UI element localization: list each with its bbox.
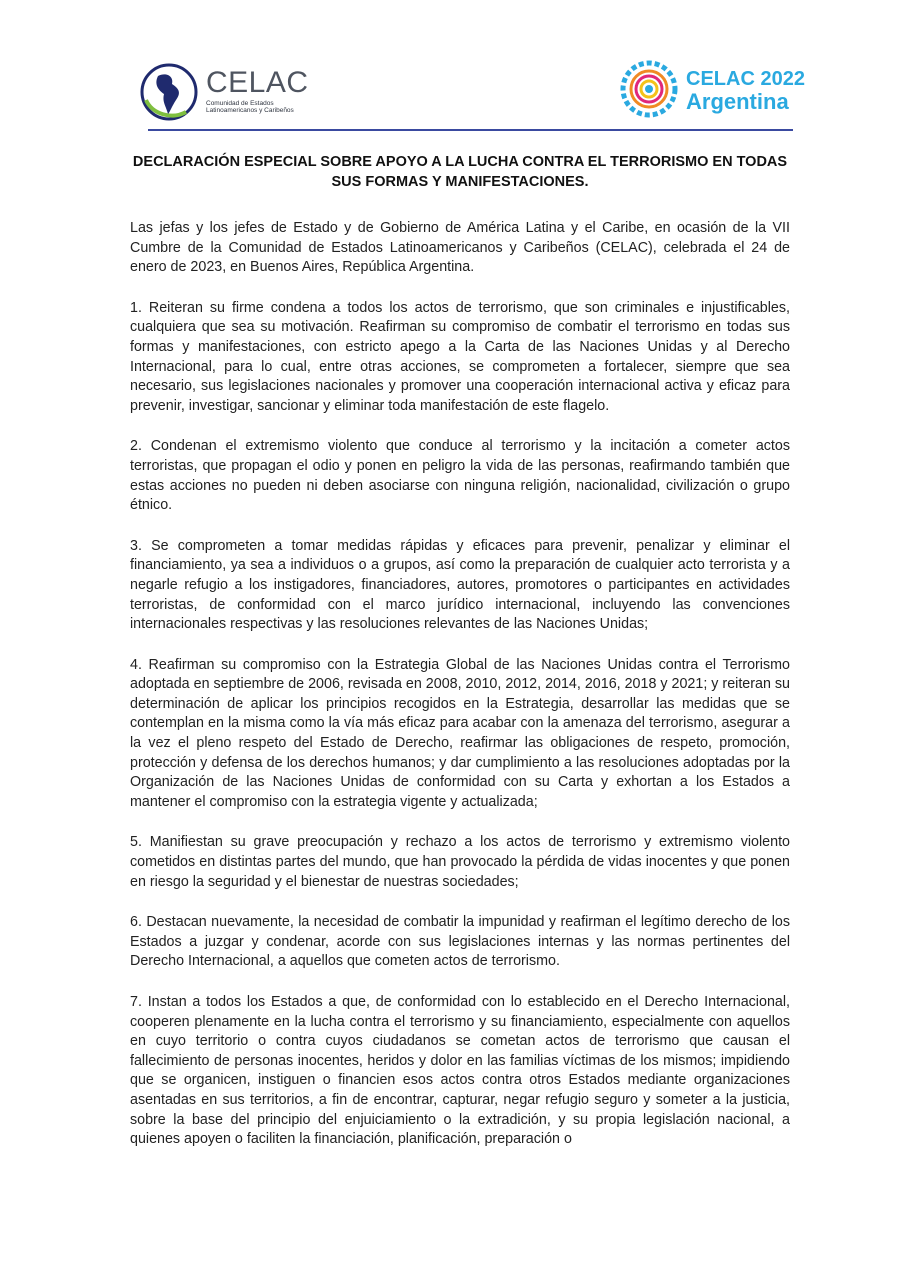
argentina-text: Argentina	[686, 89, 789, 114]
paragraph-5: 5. Manifiestan su grave preocupación y rechazo a los actos de terrorismo y extremismo violento cometidos en distintas partes del mundo, que han provocado la pérdida de vidas inocentes y que ponen en riesgo la seguridad y el bienestar de nuestras sociedades;	[130, 834, 790, 890]
document-title: DECLARACIÓN ESPECIAL SOBRE APOYO A LA LUCHA CONTRA EL TERRORISMO EN TODAS SUS FORMAS Y MANIFESTACIONES.	[132, 154, 788, 190]
paragraph-3: 3. Se comprometen a tomar medidas rápidas y eficaces para prevenir, penalizar y eliminar el financiamiento, ya sea a individuos o a grupos, así como la preparación de cualquier acto terrorista y a negarle refugio a los instigadores, financiadores, autores, promotores o participantes en actividades terroristas, de conformidad con el marco jurídico internacional, incluyendo las convenciones internacionales respectivas y las resoluciones relevantes de las Naciones Unidas;	[130, 537, 790, 633]
paragraph-6: 6. Destacan nuevamente, la necesidad de combatir la impunidad y reafirman el legítimo derecho de los Estados a juzgar y condenar, acorde con sus legislaciones internas y las normas pertinentes del Derecho Internacional, a aquellos que cometen actos de terrorismo.	[130, 914, 790, 970]
celac-logo	[138, 62, 318, 122]
paragraph-2: 2. Condenan el extremismo violento que conduce al terrorismo y la incitación a cometer actos terroristas, que propagan el odio y ponen en peligro la vida de las personas, reafirmando también que estas acciones no pueden ni deben asociarse con ninguna religión, nacionalidad, civilización o grupo étnico.	[130, 438, 790, 514]
paragraph-4: 4. Reafirman su compromiso con la Estrategia Global de las Naciones Unidas contra el Terrorismo adoptada en septiembre de 2006, revisada en 2008, 2010, 2012, 2014, 2016, 2018 y 2021; y reiteran su determinación de aplicar los principios recogidos en la Estrategia, desarrollar las medidas que se contemplan en la misma como la vía más eficaz para acabar con la amenaza del terrorismo, asegurar a la vez el pleno respeto del Estado de Derecho, reafirmar las obligaciones de respeto, promoción, protección y defensa de los derechos humanos; y dar cumplimiento a las resoluciones adoptadas por la Organización de las Naciones Unidas de conformidad con su Carta y exhortan a los Estados a mantener el compromiso con la estrategia vigente y actualizada;	[130, 656, 790, 810]
celac-tagline: Comunidad de Estados Latinoamericanos y Caribeños	[206, 100, 294, 114]
paragraph-intro: Las jefas y los jefes de Estado y de Gobierno de América Latina y el Caribe, en ocasión de la VII Cumbre de la Comunidad de Estados Latinoamericanos y Caribeños (CELAC), celebrada el 24 de enero de 2023, en Buenos Aires, República Argentina.	[130, 220, 790, 276]
celac-2022-text: CELAC 2022	[686, 68, 805, 90]
document-header	[0, 0, 900, 135]
celac-2022-logo	[620, 60, 810, 120]
paragraph-7: 7. Instan a todos los Estados a que, de conformidad con lo establecido en el Derecho Internacional, cooperen plenamente en la lucha contra el terrorismo y su financiamiento, especialmente con aquellos en cuyo territorio o contra cuyos ciudadanos se cometan actos de terrorismo que causan el fallecimiento de personas inocentes, heridos y dolor en las familias víctimas de los mismos; impidiendo que se organicen, instiguen o financien esos actos contra otros Estados mediante organizaciones asentadas en sus territorios, a fin de encontrar, capturar, negar refugio seguro y someter a la justicia, sobre la base del principio del enjuiciamiento o la extradición, y su propia legislación nacional, a quienes apoyen o faciliten la financiación, planificación, preparación o	[130, 994, 790, 1148]
header-divider	[148, 129, 793, 131]
globe-icon	[138, 62, 200, 122]
celac-brand-text: CELAC	[206, 66, 309, 99]
document-body	[130, 219, 790, 1171]
sun-emblem-icon	[620, 60, 678, 118]
paragraph-1: 1. Reiteran su firme condena a todos los actos de terrorismo, que son criminales e injustificables, cualquiera que sea su motivación. Reafirman su compromiso de combatir el terrorismo en todas sus formas y manifestaciones, con estricto apego a la Carta de las Naciones Unidas y al Derecho Internacional, para lo cual, entre otras acciones, se comprometen a fortalecer, siempre que sea necesario, sus legislaciones nacionales y promover una cooperación internacional activa y eficaz para prevenir, investigar, sancionar y eliminar toda manifestación de este flagelo.	[130, 299, 790, 414]
